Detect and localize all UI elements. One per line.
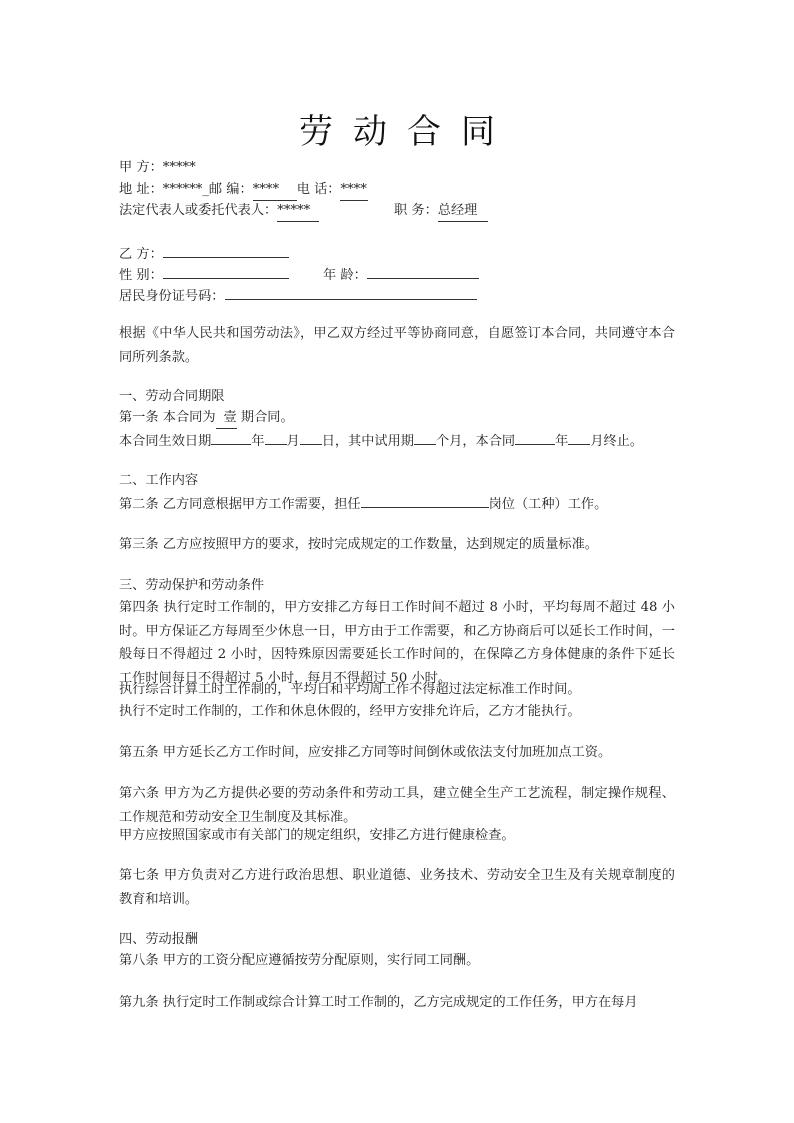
postcode-value: **** <box>253 180 297 201</box>
article-2 <box>119 493 607 515</box>
article-2-prefix: 第二条 乙方同意根据甲方工作需要，担任 <box>119 497 361 512</box>
article-4: 第四条 执行定时工作制的，甲方安排乙方每日工作时间不超过 8 小时，平均每周不超过 48 小时。甲方保证乙方每周至少休息一日，甲方由于工作需要，和乙方协商后可以延长工作时间，一般每日不得超过 2 小时，因特殊原因需要延长工作时间的，在保障乙方身体健康的条件下延长工作时间每日不得超过 5 小时，每月不得超过 50 小时。 <box>119 600 675 686</box>
postcode-label: _邮 编： <box>202 182 253 197</box>
article-1-suffix: 期合同。 <box>236 410 294 425</box>
article-2-suffix: 岗位（工种）工作。 <box>488 497 608 512</box>
term-text: 日，其中试用期 <box>321 434 414 449</box>
article-4-paragraph-3: 执行不定时工作制的，工作和休息休假的，经甲方安排允许后，乙方才能执行。 <box>119 704 581 719</box>
article-6: 第六条 甲方为乙方提供必要的劳动条件和劳动工具，建立健全生产工艺流程，制定操作规程、工作规范和劳动安全卫生制度及其标准。 <box>119 786 675 825</box>
article-4-paragraph-2: 执行综合计算工时工作制的，平均日和平均周工作不得超过法定标准工作时间。 <box>119 682 581 697</box>
position-value: 总经理 <box>438 201 488 222</box>
address-value: ****** <box>162 182 203 197</box>
article-1 <box>119 408 294 429</box>
party-b-line <box>119 243 289 265</box>
party-a-line <box>119 158 196 178</box>
article-9: 第九条 执行定时工作制或综合计算工时工作制的，乙方完成规定的工作任务，甲方在每月 <box>119 995 638 1010</box>
term-text: 本合同生效日期 <box>119 434 212 449</box>
article-8: 第八条 甲方的工资分配应遵循按劳分配原则，实行同工同酬。 <box>119 953 480 968</box>
section-4-heading: 四、劳动报酬 <box>119 932 199 947</box>
article-6-paragraph-2: 甲方应按照国家或市有关部门的规定组织，安排乙方进行健康检查。 <box>119 828 515 843</box>
age-field[interactable] <box>367 264 479 279</box>
article-5: 第五条 甲方延长乙方工作时间，应安排乙方同等时间倒休或依法支付加班加点工资。 <box>119 745 612 760</box>
position-line <box>394 201 488 222</box>
probation-months-field[interactable] <box>414 430 436 445</box>
document-title: 劳动合同 <box>299 112 515 152</box>
term-text: 月终止。 <box>590 434 644 449</box>
term-text: 月 <box>286 434 300 449</box>
section-3-heading: 三、劳动保护和劳动条件 <box>119 578 265 593</box>
phone-label: 电 话： <box>296 182 341 197</box>
start-day-field[interactable] <box>300 430 322 445</box>
section-2-heading: 二、工作内容 <box>119 473 199 488</box>
article-1-prefix: 第一条 本合同为 <box>119 410 216 425</box>
party-a-label: 甲 方： <box>119 160 163 175</box>
id-line <box>119 285 477 307</box>
job-position-field[interactable] <box>361 493 489 508</box>
term-text: 年 <box>555 434 569 449</box>
address-label: 地 址： <box>119 182 163 197</box>
gender-label: 性 别： <box>119 268 163 283</box>
position-label: 职 务： <box>394 203 438 218</box>
term-text: 年 <box>251 434 265 449</box>
party-a-address-line <box>119 180 368 201</box>
end-year-field[interactable] <box>515 430 555 445</box>
rep-label: 法定代表人或委托代表人： <box>119 203 278 218</box>
gender-field[interactable] <box>163 264 289 279</box>
end-month-field[interactable] <box>568 430 590 445</box>
party-a-value: ***** <box>162 160 196 175</box>
age-label: 年 龄： <box>323 268 367 283</box>
id-field[interactable] <box>225 285 477 300</box>
start-month-field[interactable] <box>265 430 287 445</box>
id-label: 居民身份证号码： <box>119 289 225 304</box>
party-b-field[interactable] <box>163 243 289 258</box>
gender-line <box>119 264 289 286</box>
party-b-label: 乙 方： <box>119 247 163 262</box>
party-a-rep-line <box>119 201 319 222</box>
preamble: 根据《中华人民共和国劳动法》，甲乙双方经过平等协商同意，自愿签订本合同，共同遵守本合同所列条款。 <box>119 326 675 365</box>
article-7: 第七条 甲方负责对乙方进行政治思想、职业道德、业务技术、劳动安全卫生及有关规章制度的教育和培训。 <box>119 868 675 907</box>
contract-term-line <box>119 430 643 452</box>
section-1-heading: 一、劳动合同期限 <box>119 389 225 404</box>
contract-period-value: 壹 <box>216 408 237 429</box>
start-year-field[interactable] <box>211 430 251 445</box>
rep-value: ***** <box>277 201 319 222</box>
phone-value: **** <box>340 180 368 201</box>
age-line <box>323 264 479 286</box>
article-3: 第三条 乙方应按照甲方的要求，按时完成规定的工作数量，达到规定的质量标准。 <box>119 537 598 552</box>
term-text: 个月，本合同 <box>436 434 516 449</box>
